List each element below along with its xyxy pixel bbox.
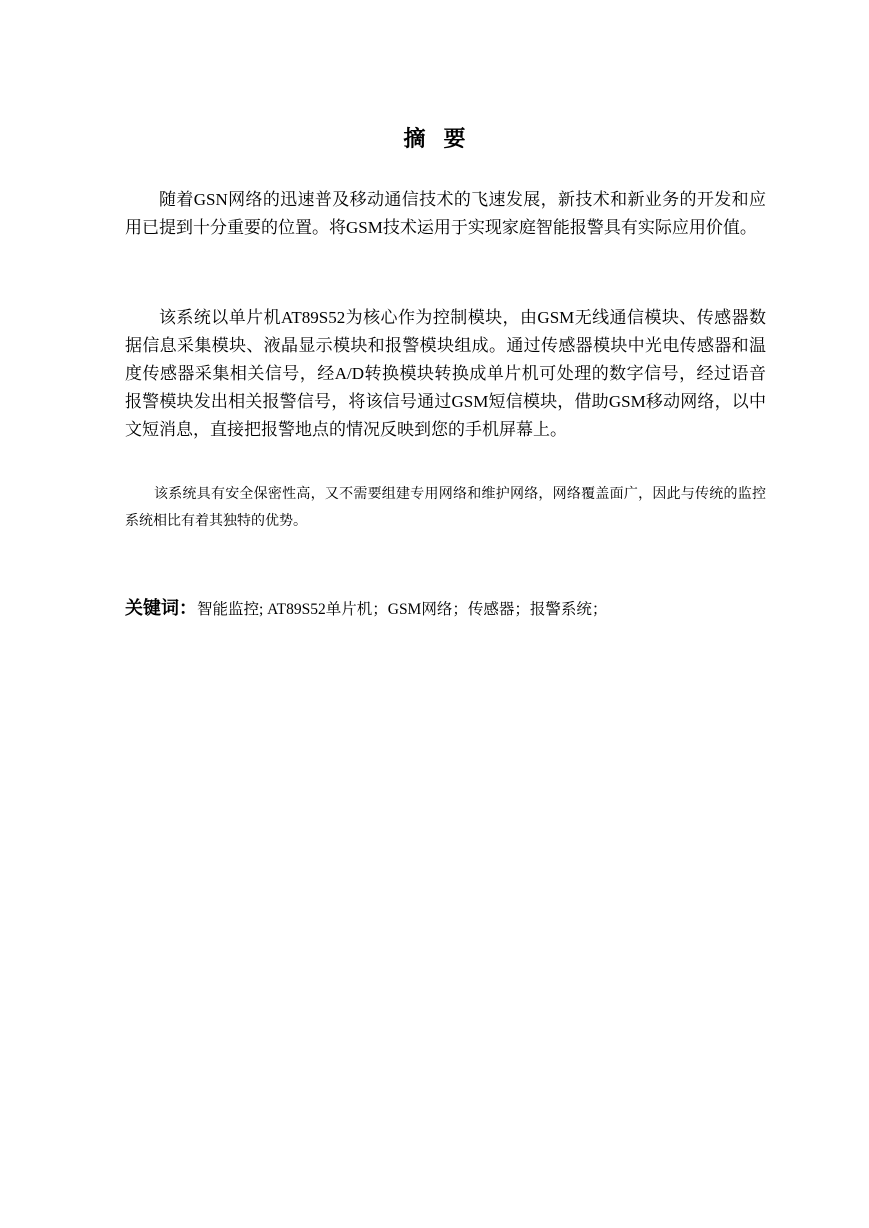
abstract-paragraph-3: 该系统具有安全保密性高，又不需要组建专用网络和维护网络，网络覆盖面广，因此与传统的监控系统相比有着其独特的优势。 [125,487,766,529]
abstract-title: 摘要 [403,127,484,152]
abstract-paragraph-2: 该系统以单片机AT89S52为核心作为控制模块，由GSM无线通信模块、传感器数据信息采集模块、液晶显示模块和报警模块组成。通过传感器模块中光电传感器和温度传感器采集相关信号，经A/D转换模块转换成单片机可处理的数字信号，经过语音报警模块发出相关报警信号，将该信号通过GSM短信模块，借助GSM移动网络，以中文短消息，直接把报警地点的情况反映到您的手机屏幕上。 [125,308,766,439]
keywords-text: 智能监控; AT89S52单片机；GSM网络；传感器；报警系统； [197,601,608,618]
keywords-line [125,595,766,624]
abstract-paragraph-1: 随着GSN网络的迅速普及移动通信技术的飞速发展，新技术和新业务的开发和应用已提到十分重要的位置。将GSM技术运用于实现家庭智能报警具有实际应用价值。 [125,190,766,237]
keywords-label: 关键词： [125,598,197,619]
